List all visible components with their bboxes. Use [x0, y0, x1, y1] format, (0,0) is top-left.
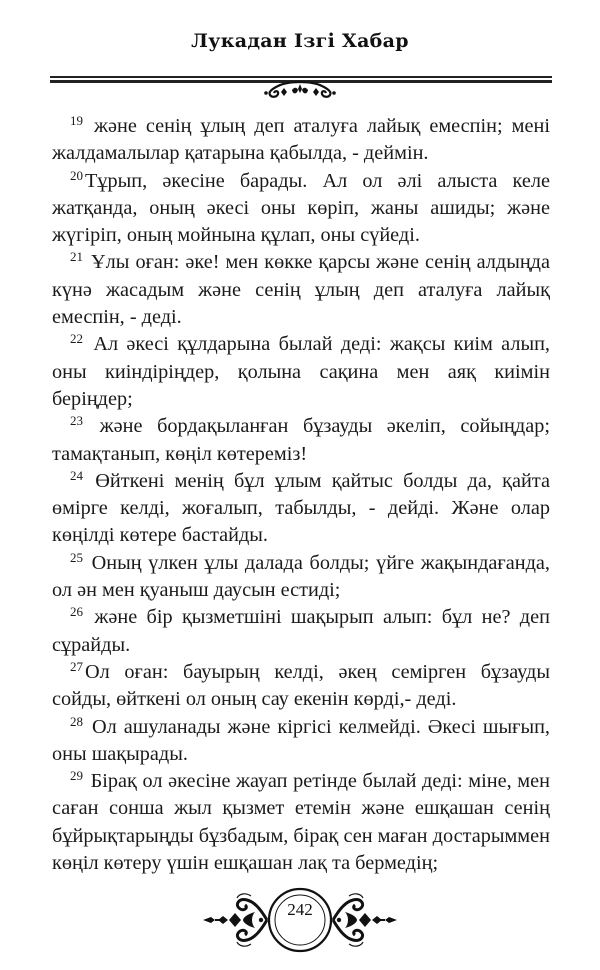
verse-text: Тұрып, әкесіне барады. Ал ол әлі алыста келе жатқанда, оның әкесі оны көріп, жаны ашиды; және жүгіріп, оның мойнына құлап, оны сүйеді.	[52, 169, 550, 247]
verse-number: 19	[70, 113, 83, 128]
verse-number: 21	[70, 249, 83, 265]
running-title: Лукадан Ізгі Хабар	[191, 30, 409, 52]
verse-number: 27	[70, 658, 83, 674]
verse-text: Ол оған: бауырың келді, әкең семірген бұзауды сойды, өйткені ол оның сау екенін көрді,- деді.	[52, 660, 550, 711]
verse-24	[52, 468, 550, 550]
verse-22	[52, 331, 550, 413]
verse-25	[52, 550, 550, 605]
verse-20	[52, 168, 550, 250]
verse-number: 28	[70, 713, 83, 729]
verse-text: және бір қызметшіні шақырып алып: бұл не? деп сұрайды.	[52, 606, 550, 656]
verse-text: және сенің ұлың деп аталуға лайық емеспін; мені жалдамалылар қатарына қабылда, - деймін.	[52, 115, 550, 165]
verse-26	[52, 604, 550, 659]
verse-text: Ұлы оған: әке! мен көкке қарсы және сенің алдыңда күнә жасадым және сенің ұлың деп аталуға лайық емеспін, - деді.	[52, 251, 551, 329]
verse-number: 24	[70, 467, 83, 483]
verse-text: Ол ашуланады және кіргісі келмейді. Әкесі шығып, оны шақырады.	[52, 715, 550, 765]
verse-number: 23	[70, 413, 83, 429]
verse-text: Оның үлкен ұлы далада болды; үйге жақындағанда, ол ән мен қуаныш даусын естиді;	[52, 551, 550, 602]
verse-19	[52, 113, 550, 168]
verse-28	[52, 714, 550, 769]
verse-number: 26	[70, 604, 83, 620]
verse-27	[52, 659, 550, 714]
verse-number: 22	[70, 331, 83, 347]
page-number: 242	[287, 900, 313, 919]
verses-text-block	[52, 113, 550, 877]
verse-number: 29	[70, 768, 83, 784]
verse-text: және бордақыланған бұзауды әкеліп, сойыңдар; тамақтанып, көңіл көтереміз!	[52, 415, 550, 465]
verse-text: Бірақ ол әкесіне жауап ретінде былай деді: міне, мен саған сонша жыл қызмет етемін және ешқашан сенің бұйрықтарыңды бұзбадым, бірақ сен маған достарыммен көңіл көтеру үшін ешқашан лақ та бермедің;	[52, 770, 550, 875]
verse-23	[52, 413, 550, 468]
verse-text: Өйткені менің бұл ұлым қайтыс болды да, қайта өмірге келді, жоғалып, табылды, - дейді. Және олар көңілді көтере бастайды.	[52, 469, 550, 547]
verse-21	[52, 249, 550, 331]
header-scroll-ornament-icon	[262, 80, 338, 100]
verse-number: 25	[70, 549, 83, 565]
verse-29	[52, 768, 550, 877]
header-rule-thin-line	[50, 76, 552, 78]
verse-number: 20	[70, 167, 83, 183]
verse-text: Ал әкесі құлдарына былай деді: жақсы киім алып, оны киіндіріңдер, қолына сақина мен аяқ киімін беріңдер;	[52, 333, 550, 410]
